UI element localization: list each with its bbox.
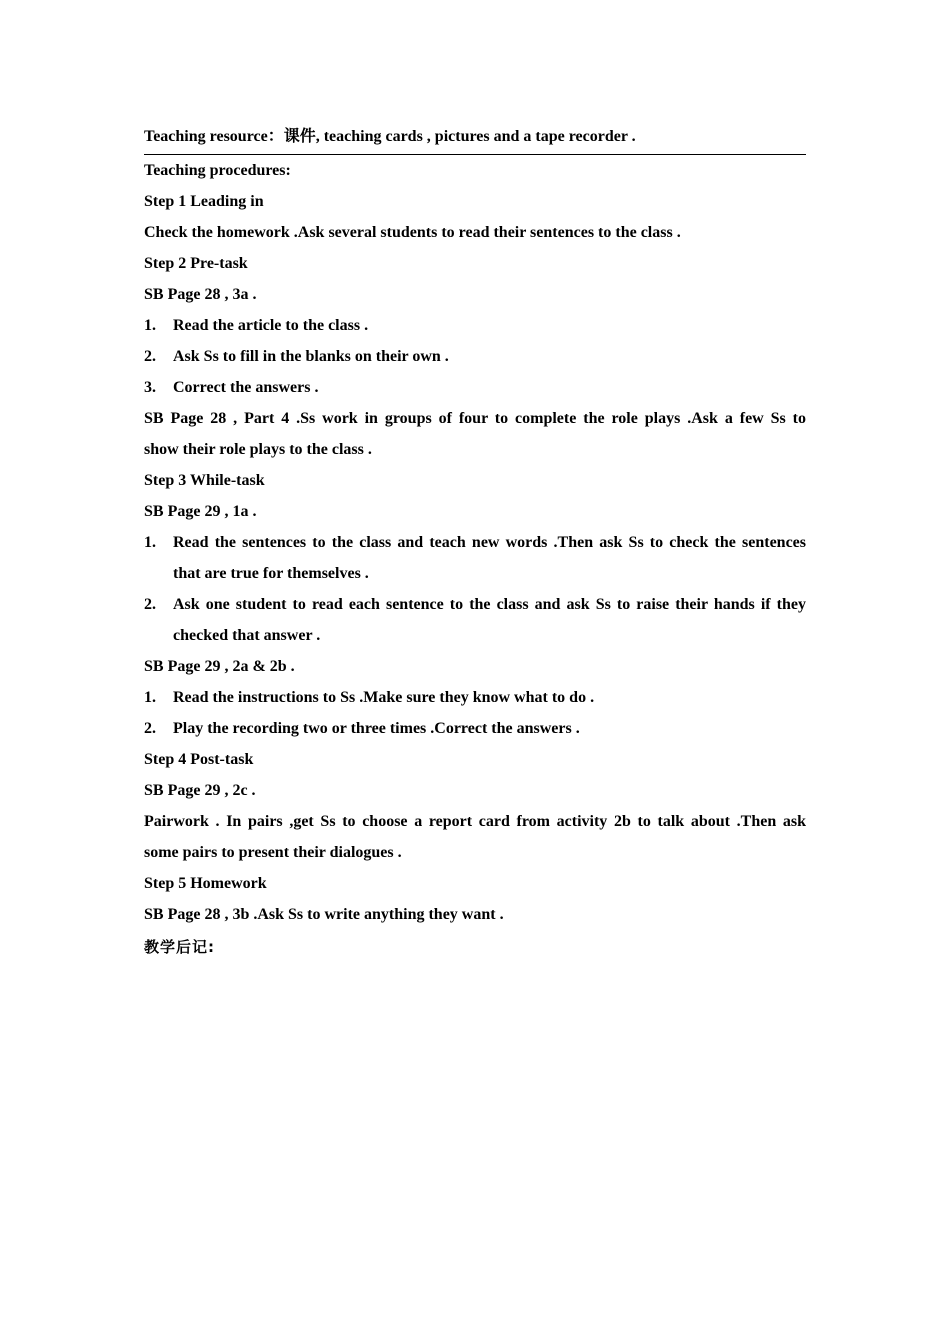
list-number: 2. (144, 596, 156, 613)
step3-sb-ref-1a: SB Page 29 , 1a . (144, 503, 257, 520)
list-text-block (173, 589, 806, 651)
step2-heading: Step 2 Pre-task (144, 255, 248, 272)
list-text: Ask Ss to fill in the blanks on their own . (173, 348, 449, 365)
list-number: 3. (144, 379, 156, 396)
step5-heading: Step 5 Homework (144, 875, 267, 892)
step2-part4-line1: SB Page 28 , Part 4 .Ss work in groups of four to complete the role plays .Ask a few Ss to (144, 410, 806, 427)
list-number: 2. (144, 720, 156, 737)
list-number: 2. (144, 348, 156, 365)
step2-sb-ref: SB Page 28 , 3a . (144, 286, 257, 303)
list-number: 1. (144, 689, 156, 706)
list-text-block (173, 527, 806, 589)
teaching-afterword-label: 教学后记: (144, 938, 215, 956)
step4-sb-ref: SB Page 29 , 2c . (144, 782, 256, 799)
list-item (144, 589, 806, 651)
list-item (144, 341, 806, 372)
list-number: 1. (144, 534, 156, 551)
lesson-plan-page (144, 124, 806, 963)
step5-text: SB Page 28 , 3b .Ask Ss to write anything they want . (144, 906, 504, 923)
list-text-line2: checked that answer . (173, 627, 321, 644)
list-item (144, 372, 806, 403)
list-text: Play the recording two or three times .Correct the answers . (173, 720, 580, 737)
list-item (144, 527, 806, 589)
teaching-procedures-heading: Teaching procedures: (144, 162, 291, 179)
list-text: Read the instructions to Ss .Make sure they know what to do . (173, 689, 595, 706)
step2-part4-line2: show their role plays to the class . (144, 441, 372, 458)
list-item (144, 713, 806, 744)
list-text-line1: Read the sentences to the class and teach new words .Then ask Ss to check the sentences (173, 534, 806, 551)
step4-pairwork-line2: some pairs to present their dialogues . (144, 844, 402, 861)
list-item (144, 682, 806, 713)
list-number: 1. (144, 317, 156, 334)
teaching-resource-line: Teaching resource：课件, teaching cards , pictures and a tape recorder . (144, 124, 806, 155)
step4-pairwork-line1: Pairwork . In pairs ,get Ss to choose a report card from activity 2b to talk about .Then ask (144, 813, 806, 830)
list-text: Correct the answers . (173, 379, 319, 396)
step1-text: Check the homework .Ask several students to read their sentences to the class . (144, 224, 681, 241)
step1-heading: Step 1 Leading in (144, 193, 264, 210)
list-text: Read the article to the class . (173, 317, 369, 334)
step4-heading: Step 4 Post-task (144, 751, 254, 768)
step3-sb-ref-2a-2b: SB Page 29 , 2a & 2b . (144, 658, 295, 675)
list-text-line1: Ask one student to read each sentence to the class and ask Ss to raise their hands if they (173, 596, 806, 613)
list-item (144, 310, 806, 341)
step3-heading: Step 3 While-task (144, 472, 265, 489)
list-text-line2: that are true for themselves . (173, 565, 369, 582)
